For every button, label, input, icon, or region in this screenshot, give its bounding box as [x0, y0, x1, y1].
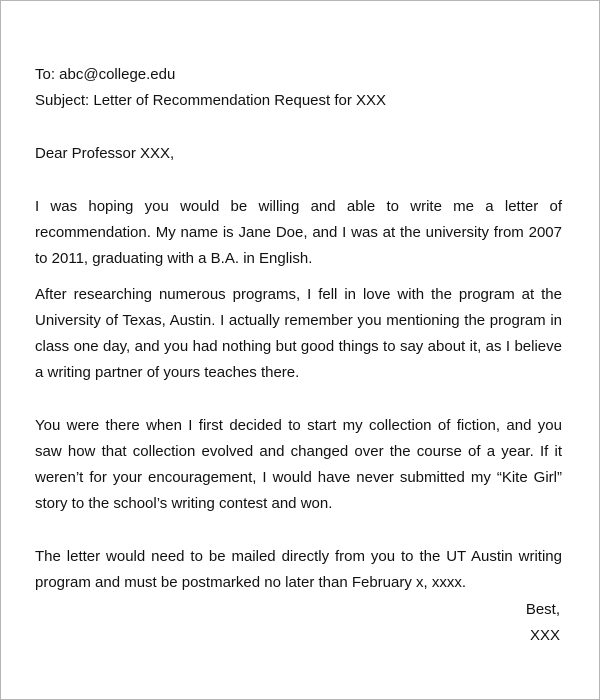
- paragraph-1: I was hoping you would be willing and able to write me a letter of recommendation. My name is Jane Doe, and I was at the university from 2007 to 2011, graduating with a B.A. in English.: [35, 198, 562, 267]
- closing: Best,: [525, 601, 560, 618]
- paragraph-4: The letter would need to be mailed directly from you to the UT Austin writing program and must be postmarked no later than February x, xxxx.: [35, 548, 562, 591]
- subject-line: Subject: Letter of Recommendation Request for XXX: [35, 92, 387, 109]
- salutation: Dear Professor XXX,: [35, 145, 175, 162]
- paragraph-2: After researching numerous programs, I fell in love with the program at the University of Texas, Austin. I actually remember you mentioning the program in class one day, and you had nothing but good things to say about it, as I believe a writing partner of yours teaches there.: [35, 286, 562, 381]
- paragraph-3: You were there when I first decided to start my collection of fiction, and you saw how that collection evolved and changed over the course of a year. If it weren’t for your encouragement, I would have never submitted my “Kite Girl” story to the school’s writing contest and won.: [35, 417, 562, 512]
- signature: XXX: [529, 627, 560, 644]
- recipient-line: To: abc@college.edu: [35, 66, 176, 83]
